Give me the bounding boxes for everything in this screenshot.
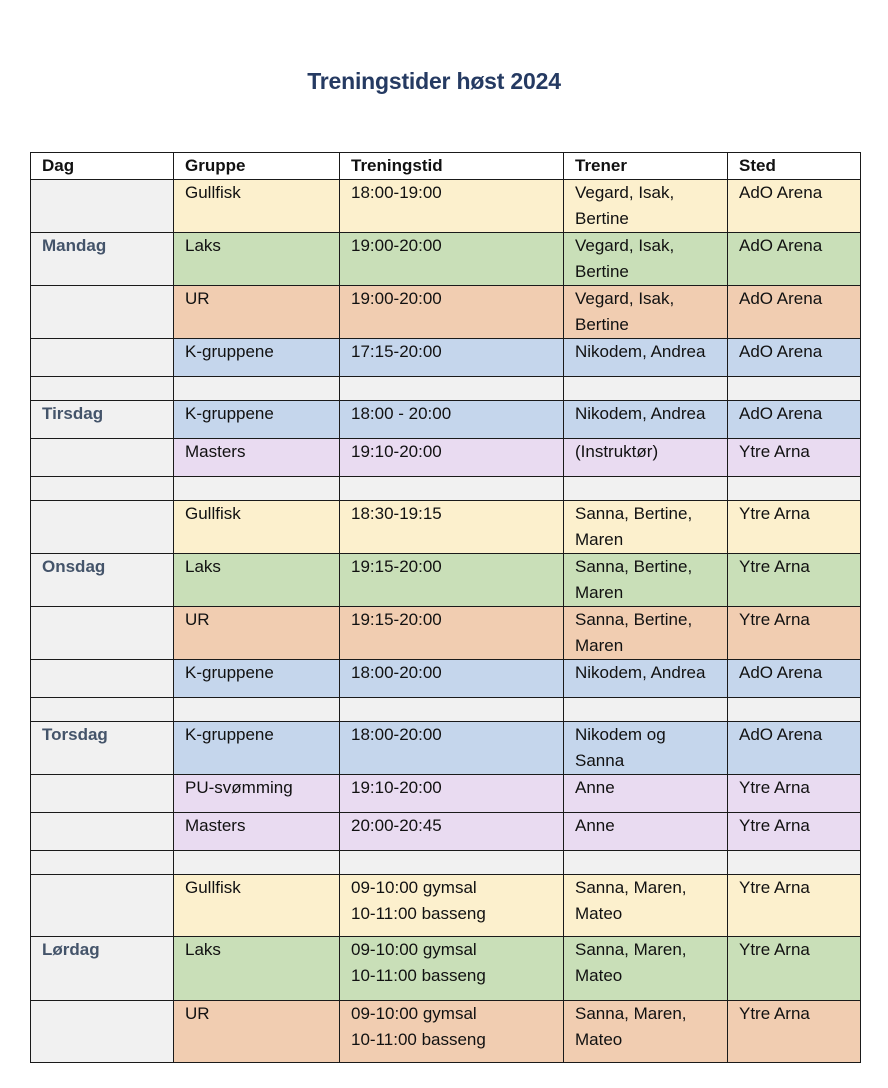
group-cell: K-gruppene <box>174 660 340 698</box>
table-row <box>31 501 861 554</box>
day-cell <box>31 501 174 554</box>
table-row <box>31 875 861 937</box>
time-cell: 19:15-20:00 <box>340 554 564 607</box>
time-cell: 18:00 - 20:00 <box>340 401 564 439</box>
coach-cell: Vegard, Isak, Bertine <box>564 233 728 286</box>
table-row <box>31 233 861 286</box>
day-cell <box>31 875 174 937</box>
place-cell: AdO Arena <box>728 286 861 339</box>
table-header-row <box>31 153 861 180</box>
table-row <box>31 180 861 233</box>
coach-cell: Nikodem, Andrea <box>564 339 728 377</box>
place-cell: Ytre Arna <box>728 813 861 851</box>
group-cell: Masters <box>174 813 340 851</box>
day-cell <box>31 233 174 286</box>
place-cell: AdO Arena <box>728 660 861 698</box>
time-cell: 18:00-20:00 <box>340 660 564 698</box>
time-cell: 09-10:00 gymsal 10-11:00 basseng <box>340 875 564 937</box>
header-trener: Trener <box>564 153 728 180</box>
coach-cell: Sanna, Maren, Mateo <box>564 1001 728 1063</box>
table-row <box>31 339 861 377</box>
table-row <box>31 660 861 698</box>
day-label-tirsdag: Tirsdag <box>42 404 104 423</box>
day-cell <box>31 180 174 233</box>
coach-cell: Sanna, Maren, Mateo <box>564 875 728 937</box>
group-cell: K-gruppene <box>174 339 340 377</box>
coach-cell: Nikodem, Andrea <box>564 660 728 698</box>
day-label-mandag: Mandag <box>42 236 107 255</box>
group-cell: K-gruppene <box>174 401 340 439</box>
group-cell: Gullfisk <box>174 501 340 554</box>
group-cell: Laks <box>174 554 340 607</box>
table-row <box>31 937 861 1001</box>
coach-cell: Sanna, Bertine, Maren <box>564 607 728 660</box>
day-label-lordag: Lørdag <box>42 940 100 959</box>
group-cell: PU-svømming <box>174 775 340 813</box>
group-cell: UR <box>174 1001 340 1063</box>
day-cell <box>31 813 174 851</box>
day-cell <box>31 607 174 660</box>
coach-cell: Anne <box>564 775 728 813</box>
table-row <box>31 1001 861 1063</box>
coach-cell: Sanna, Maren, Mateo <box>564 937 728 1001</box>
group-cell: UR <box>174 286 340 339</box>
time-cell: 19:10-20:00 <box>340 775 564 813</box>
table-row <box>31 439 861 477</box>
place-cell: Ytre Arna <box>728 439 861 477</box>
spacer-row <box>31 377 861 401</box>
header-treningstid: Treningstid <box>340 153 564 180</box>
place-cell: AdO Arena <box>728 401 861 439</box>
place-cell: Ytre Arna <box>728 775 861 813</box>
page-title: Treningstider høst 2024 <box>307 68 561 94</box>
table-row <box>31 775 861 813</box>
header-gruppe: Gruppe <box>174 153 340 180</box>
time-cell: 09-10:00 gymsal 10-11:00 basseng <box>340 1001 564 1063</box>
group-cell: Gullfisk <box>174 180 340 233</box>
place-cell: Ytre Arna <box>728 501 861 554</box>
header-sted: Sted <box>728 153 861 180</box>
day-cell <box>31 439 174 477</box>
day-cell <box>31 722 174 775</box>
group-cell: Laks <box>174 937 340 1001</box>
table-row <box>31 286 861 339</box>
place-cell: Ytre Arna <box>728 937 861 1001</box>
day-cell <box>31 286 174 339</box>
day-cell <box>31 554 174 607</box>
place-cell: AdO Arena <box>728 722 861 775</box>
time-cell: 19:00-20:00 <box>340 233 564 286</box>
spacer-row <box>31 851 861 875</box>
time-cell: 19:00-20:00 <box>340 286 564 339</box>
group-cell: Laks <box>174 233 340 286</box>
coach-cell: Vegard, Isak, Bertine <box>564 286 728 339</box>
group-cell: K-gruppene <box>174 722 340 775</box>
place-cell: Ytre Arna <box>728 607 861 660</box>
table-row <box>31 554 861 607</box>
place-cell: Ytre Arna <box>728 554 861 607</box>
place-cell: AdO Arena <box>728 339 861 377</box>
day-cell <box>31 1001 174 1063</box>
coach-cell: Sanna, Bertine, Maren <box>564 501 728 554</box>
time-cell: 17:15-20:00 <box>340 339 564 377</box>
spacer-row <box>31 477 861 501</box>
table-row <box>31 607 861 660</box>
table-row <box>31 813 861 851</box>
table-row <box>31 401 861 439</box>
group-cell: Gullfisk <box>174 875 340 937</box>
group-cell: UR <box>174 607 340 660</box>
time-cell: 19:10-20:00 <box>340 439 564 477</box>
time-cell: 18:30-19:15 <box>340 501 564 554</box>
group-cell: Masters <box>174 439 340 477</box>
time-cell: 18:00-19:00 <box>340 180 564 233</box>
day-cell <box>31 401 174 439</box>
day-cell <box>31 660 174 698</box>
time-cell: 09-10:00 gymsal 10-11:00 basseng <box>340 937 564 1001</box>
table-row <box>31 722 861 775</box>
day-label-onsdag: Onsdag <box>42 557 106 576</box>
coach-cell: Anne <box>564 813 728 851</box>
time-cell: 20:00-20:45 <box>340 813 564 851</box>
place-cell: Ytre Arna <box>728 875 861 937</box>
coach-cell: Sanna, Bertine, Maren <box>564 554 728 607</box>
place-cell: Ytre Arna <box>728 1001 861 1063</box>
day-cell <box>31 339 174 377</box>
coach-cell: (Instruktør) <box>564 439 728 477</box>
coach-cell: Vegard, Isak, Bertine <box>564 180 728 233</box>
header-dag: Dag <box>31 153 174 180</box>
day-cell <box>31 937 174 1001</box>
coach-cell: Nikodem, Andrea <box>564 401 728 439</box>
place-cell: AdO Arena <box>728 180 861 233</box>
spacer-row <box>31 698 861 722</box>
coach-cell: Nikodem og Sanna <box>564 722 728 775</box>
schedule-table <box>30 152 861 1063</box>
time-cell: 18:00-20:00 <box>340 722 564 775</box>
place-cell: AdO Arena <box>728 233 861 286</box>
time-cell: 19:15-20:00 <box>340 607 564 660</box>
day-label-torsdag: Torsdag <box>42 725 108 744</box>
day-cell <box>31 775 174 813</box>
